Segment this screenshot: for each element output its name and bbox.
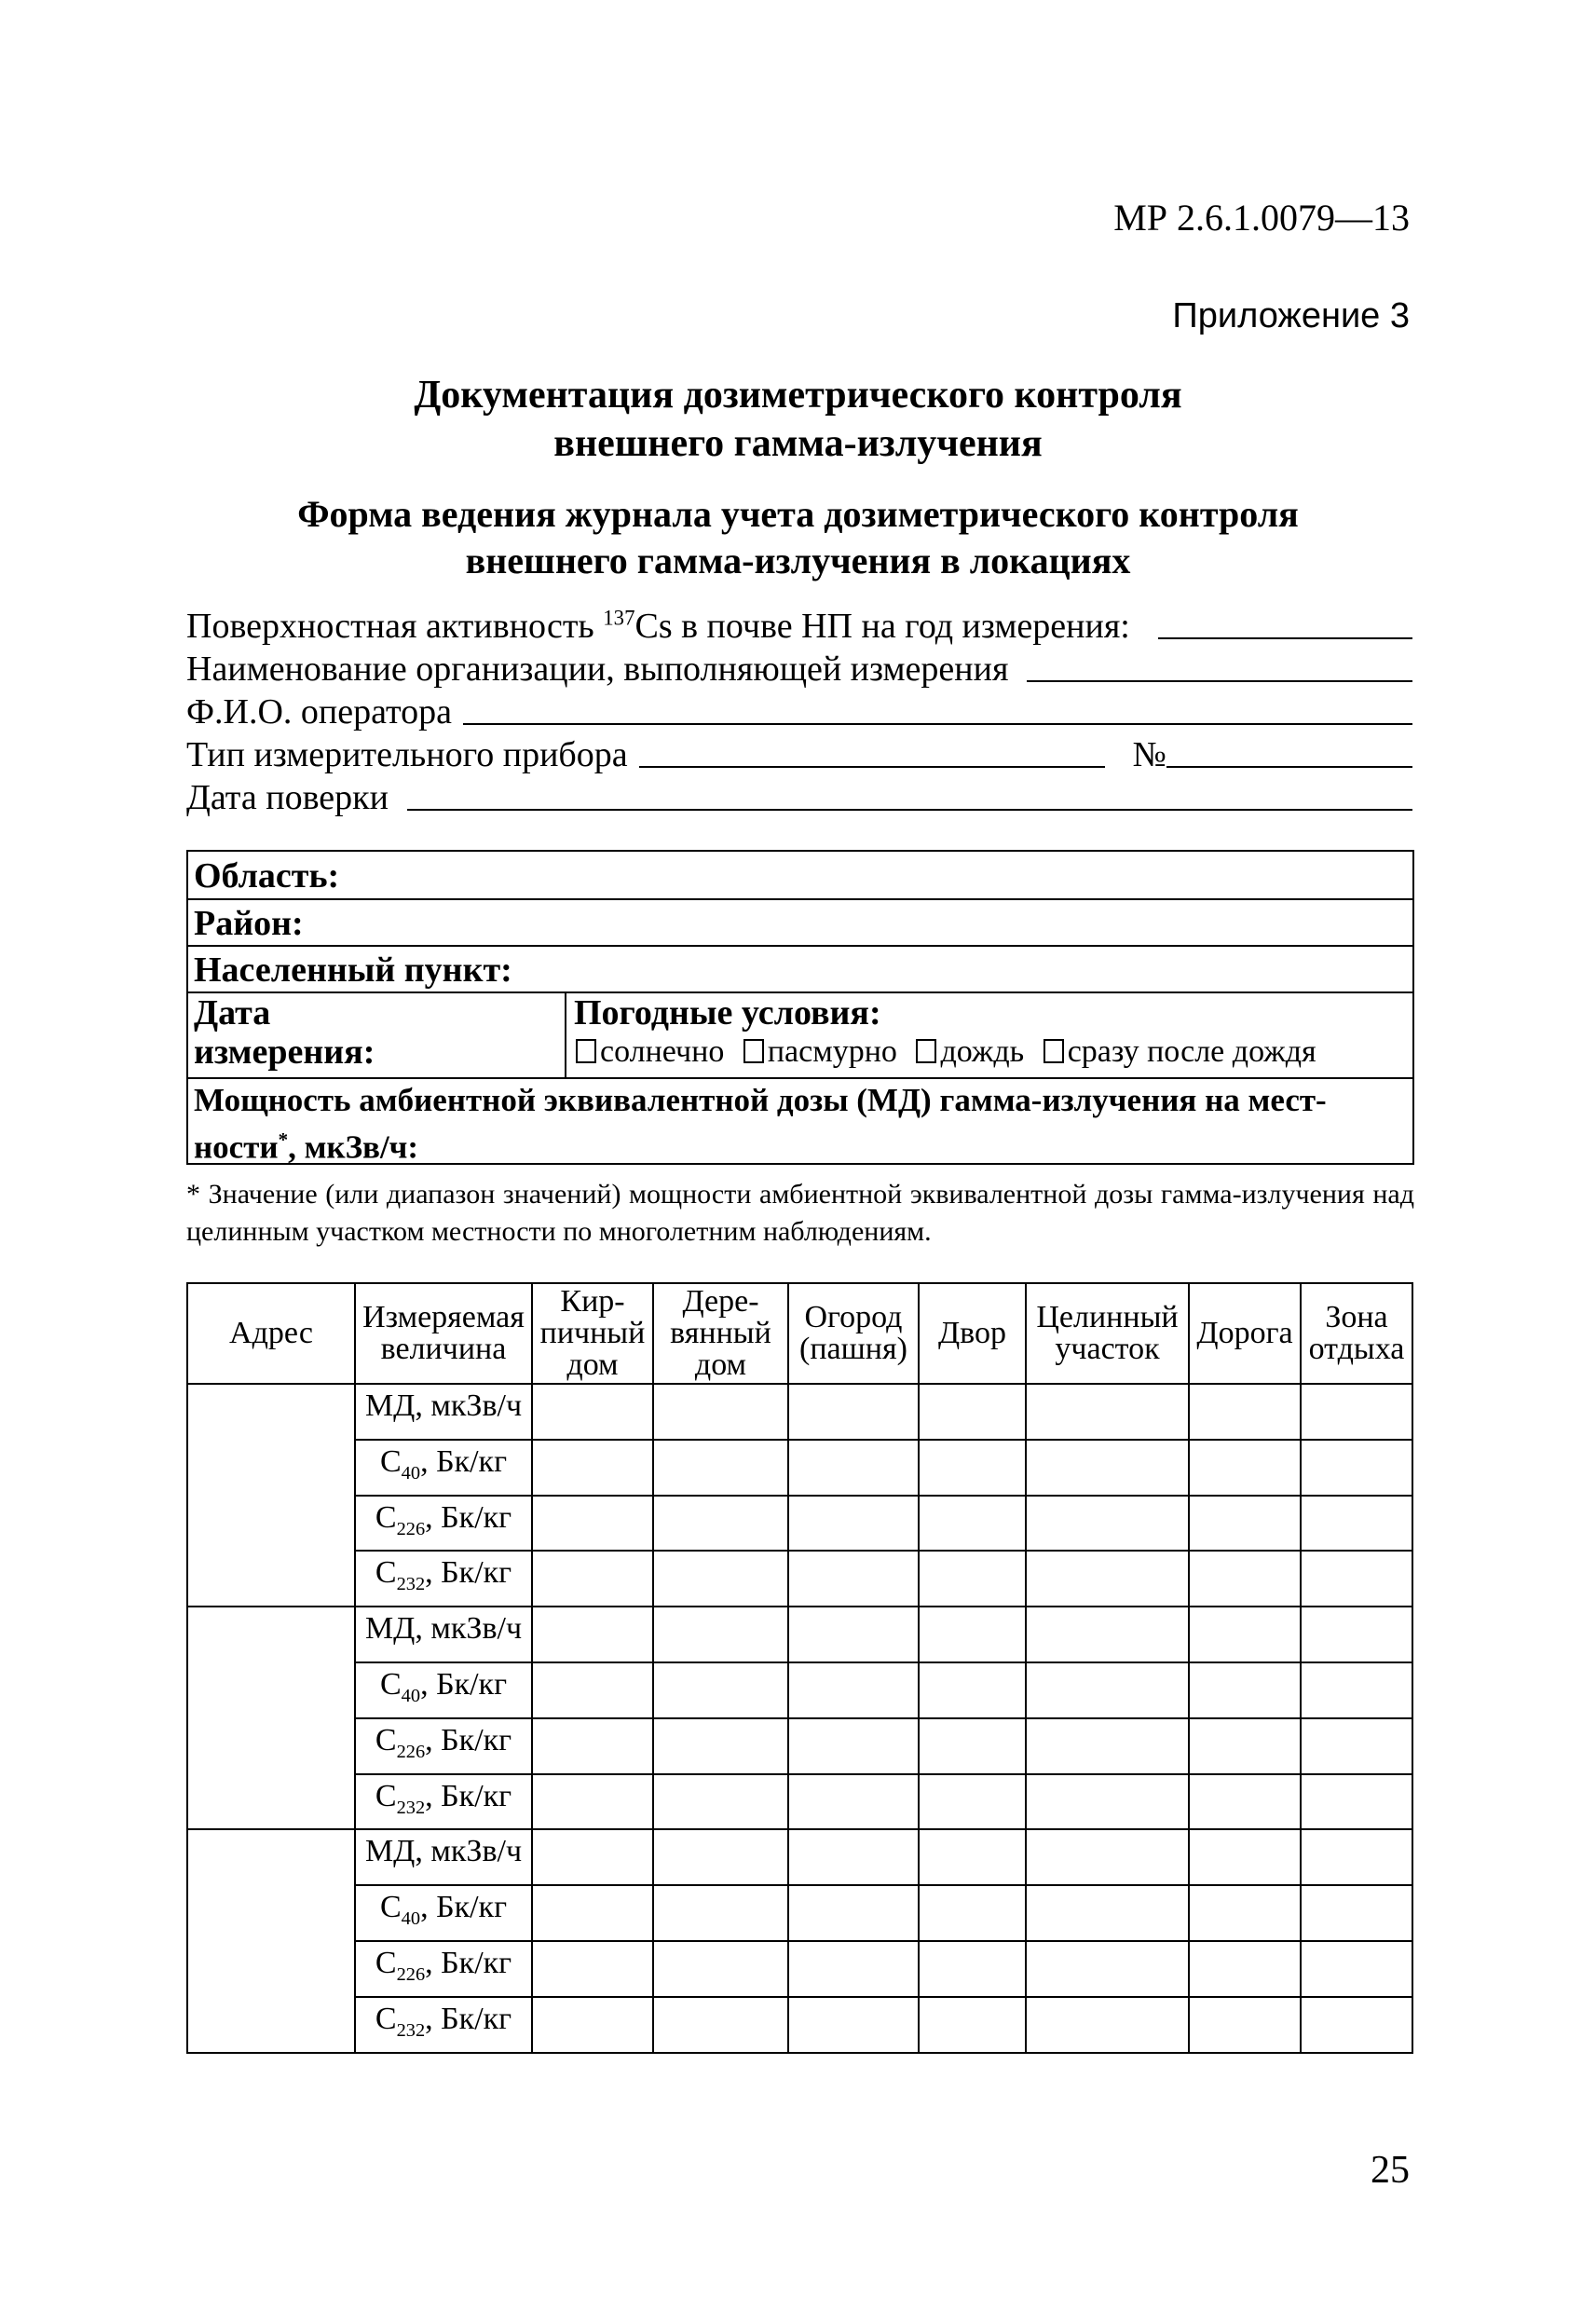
weather-cell [566, 993, 1412, 1077]
measurement-date-cell[interactable] [188, 993, 566, 1077]
settlement-row[interactable] [188, 947, 1412, 993]
value-cell[interactable] [532, 1829, 653, 1885]
value-cell[interactable] [532, 1496, 653, 1552]
value-cell[interactable] [1026, 1941, 1189, 1997]
value-cell[interactable] [788, 1662, 919, 1718]
measure-cell: $C_{226}$, Бк/кг [355, 1496, 532, 1552]
table-row [187, 1829, 1412, 1885]
measure-cell: $C_{226}$, Бк/кг [355, 1718, 532, 1774]
value-cell[interactable] [1301, 1718, 1412, 1774]
instrument-field [186, 734, 1412, 775]
date-weather-row [188, 993, 1412, 1079]
value-cell[interactable] [1189, 1941, 1301, 1997]
table-row [187, 1662, 1412, 1718]
value-cell[interactable] [532, 1662, 653, 1718]
value-cell[interactable] [1301, 1885, 1412, 1941]
table-row [187, 1941, 1412, 1997]
value-cell[interactable] [1301, 1607, 1412, 1662]
value-cell[interactable] [1026, 1774, 1189, 1830]
date-label-line-2: измерения: [194, 1032, 375, 1072]
table-header-row [187, 1283, 1412, 1384]
value-cell[interactable] [1189, 1997, 1301, 2053]
header-wooden-house: Дере-вянный дом [653, 1283, 788, 1384]
instrument-number-blank[interactable] [1166, 765, 1412, 768]
header-garden: Огород (пашня) [788, 1283, 919, 1384]
table-row [187, 1440, 1412, 1496]
value-cell[interactable] [788, 1718, 919, 1774]
table-row [187, 1551, 1412, 1607]
value-cell[interactable] [1026, 1607, 1189, 1662]
number-sign: № [1132, 735, 1166, 774]
value-cell[interactable] [1301, 1662, 1412, 1718]
value-cell[interactable] [653, 1551, 788, 1607]
value-cell[interactable] [532, 1551, 653, 1607]
value-cell[interactable] [788, 1384, 919, 1440]
measure-cell: $C_{40}$, Бк/кг [355, 1885, 532, 1941]
verification-field [186, 777, 1412, 818]
measure-cell: $C_{232}$, Бк/кг [355, 1774, 532, 1830]
value-cell[interactable] [1301, 1774, 1412, 1830]
value-cell[interactable] [1189, 1885, 1301, 1941]
value-cell[interactable] [919, 1829, 1026, 1885]
value-cell[interactable] [1189, 1774, 1301, 1830]
measure-cell: $C_{226}$, Бк/кг [355, 1941, 532, 1997]
value-cell[interactable] [1026, 1384, 1189, 1440]
table-row [187, 1774, 1412, 1830]
title-line-1: Документация дозиметрического контроля [414, 374, 1182, 417]
value-cell[interactable] [788, 1607, 919, 1662]
measure-cell: МД, мкЗв/ч [355, 1384, 532, 1440]
value-cell[interactable] [919, 1496, 1026, 1552]
measurement-table [186, 1282, 1413, 2054]
value-cell[interactable] [1301, 1496, 1412, 1552]
value-cell[interactable] [919, 1384, 1026, 1440]
value-cell[interactable] [1026, 1496, 1189, 1552]
measure-cell: $C_{40}$, Бк/кг [355, 1440, 532, 1496]
operator-label: Ф.И.О. оператора [186, 692, 452, 732]
value-cell[interactable] [919, 1718, 1026, 1774]
header-road: Дорога [1189, 1283, 1301, 1384]
weather-title: Погодные условия: [574, 993, 881, 1032]
value-cell[interactable] [1301, 1997, 1412, 2053]
value-cell[interactable] [532, 1941, 653, 1997]
value-cell[interactable] [1301, 1829, 1412, 1885]
value-cell[interactable] [1026, 1885, 1189, 1941]
organization-blank[interactable] [1027, 679, 1412, 682]
value-cell[interactable] [653, 1997, 788, 2053]
value-cell[interactable] [653, 1662, 788, 1718]
header-yard: Двор [919, 1283, 1026, 1384]
value-cell[interactable] [919, 1440, 1026, 1496]
value-cell[interactable] [919, 1997, 1026, 2053]
value-cell[interactable] [1189, 1662, 1301, 1718]
ambient-dose-row[interactable] [188, 1079, 1412, 1166]
subtitle-line-2: внешнего гамма-излучения в локациях [465, 540, 1131, 581]
value-cell[interactable] [919, 1941, 1026, 1997]
region-label: Область: [194, 856, 340, 896]
surface-activity-blank[interactable] [1158, 636, 1412, 639]
organization-label: Наименование организации, выполняющей измерения [186, 650, 1009, 689]
value-cell[interactable] [919, 1607, 1026, 1662]
weather-option-after-rain: сразу после дождя [1067, 1034, 1316, 1069]
operator-field [186, 691, 1412, 732]
value-cell[interactable] [788, 1774, 919, 1830]
footnote: * Значение (или диапазон значений) мощности амбиентной эквивалентной дозы гамма-излучения над целинным участком местности по многолетним наблюдениям. [186, 1179, 1414, 1247]
value-cell[interactable] [788, 1941, 919, 1997]
district-label: Район: [194, 904, 304, 943]
header-brick-house: Кир-пичный дом [532, 1283, 653, 1384]
table-row [187, 1496, 1412, 1552]
value-cell[interactable] [653, 1885, 788, 1941]
value-cell[interactable] [532, 1997, 653, 2053]
weather-option-rain: дождь [940, 1034, 1025, 1069]
measure-cell: $C_{232}$, Бк/кг [355, 1997, 532, 2053]
value-cell[interactable] [1301, 1440, 1412, 1496]
page-number: 25 [1371, 2149, 1410, 2192]
value-cell[interactable] [1189, 1496, 1301, 1552]
header-virgin-plot: Целинный участок [1026, 1283, 1189, 1384]
address-cell[interactable] [187, 1384, 355, 1607]
region-row[interactable] [188, 852, 1412, 900]
value-cell[interactable] [1189, 1607, 1301, 1662]
value-cell[interactable] [532, 1885, 653, 1941]
surface-activity-field [186, 606, 1412, 647]
value-cell[interactable] [788, 1496, 919, 1552]
subtitle-line-1: Форма ведения журнала учета дозиметрического контроля [297, 493, 1299, 535]
verification-label: Дата поверки [186, 778, 389, 817]
measure-cell: $C_{40}$, Бк/кг [355, 1662, 532, 1718]
verification-blank[interactable] [407, 808, 1412, 811]
value-cell[interactable] [653, 1829, 788, 1885]
title-line-2: внешнего гамма-излучения [553, 422, 1043, 465]
checkbox-rain[interactable] [916, 1039, 936, 1063]
value-cell[interactable] [532, 1384, 653, 1440]
value-cell[interactable] [653, 1440, 788, 1496]
value-cell[interactable] [788, 1885, 919, 1941]
value-cell[interactable] [1301, 1384, 1412, 1440]
header-address: Адрес [187, 1283, 355, 1384]
table-row [187, 1718, 1412, 1774]
value-cell[interactable] [532, 1607, 653, 1662]
ambient-dose-label-line-1: Мощность амбиентной эквивалентной дозы (МД) гамма-излучения на мест- [194, 1082, 1327, 1118]
document-code: МР 2.6.1.0079—13 [1113, 197, 1410, 239]
value-cell[interactable] [1189, 1440, 1301, 1496]
value-cell[interactable] [653, 1496, 788, 1552]
value-cell[interactable] [788, 1551, 919, 1607]
table-row [187, 1997, 1412, 2053]
value-cell[interactable] [1189, 1718, 1301, 1774]
value-cell[interactable] [788, 1997, 919, 2053]
value-cell[interactable] [532, 1440, 653, 1496]
value-cell[interactable] [919, 1551, 1026, 1607]
value-cell[interactable] [1026, 1718, 1189, 1774]
value-cell[interactable] [1301, 1551, 1412, 1607]
header-measured-value: Измеряемая величина [355, 1283, 532, 1384]
address-cell[interactable] [187, 1607, 355, 1829]
instrument-blank[interactable] [639, 765, 1105, 768]
value-cell[interactable] [1189, 1384, 1301, 1440]
value-cell[interactable] [1026, 1829, 1189, 1885]
measure-cell: $C_{232}$, Бк/кг [355, 1551, 532, 1607]
value-cell[interactable] [1026, 1997, 1189, 2053]
value-cell[interactable] [653, 1774, 788, 1830]
value-cell[interactable] [1026, 1440, 1189, 1496]
ambient-dose-label-line-2: ности*, мкЗв/ч: [194, 1128, 419, 1166]
value-cell[interactable] [919, 1662, 1026, 1718]
appendix-label: Приложение 3 [1172, 296, 1410, 335]
value-cell[interactable] [1026, 1662, 1189, 1718]
date-label-line-1: Дата [194, 993, 271, 1032]
surface-activity-label: Поверхностная активность $^{137}$Cs в почве НП на год измерения: [186, 606, 1130, 646]
location-info-box [186, 850, 1414, 1165]
value-cell[interactable] [532, 1774, 653, 1830]
value-cell[interactable] [653, 1718, 788, 1774]
value-cell[interactable] [788, 1440, 919, 1496]
operator-blank[interactable] [463, 722, 1412, 725]
checkbox-after-rain[interactable] [1044, 1039, 1064, 1063]
value-cell[interactable] [1026, 1551, 1189, 1607]
value-cell[interactable] [532, 1718, 653, 1774]
value-cell[interactable] [653, 1941, 788, 1997]
weather-option-cloudy: пасмурно [767, 1034, 897, 1069]
value-cell[interactable] [653, 1384, 788, 1440]
value-cell[interactable] [1189, 1829, 1301, 1885]
value-cell[interactable] [1301, 1941, 1412, 1997]
measure-cell: МД, мкЗв/ч [355, 1829, 532, 1885]
weather-option-sunny: солнечно [600, 1034, 725, 1069]
district-row[interactable] [188, 900, 1412, 947]
checkbox-cloudy[interactable] [743, 1039, 764, 1063]
header-recreation-zone: Зона отдыха [1301, 1283, 1412, 1384]
address-cell[interactable] [187, 1829, 355, 2052]
table-row [187, 1384, 1412, 1440]
weather-options [574, 1032, 1412, 1072]
checkbox-sunny[interactable] [576, 1039, 596, 1063]
instrument-label: Тип измерительного прибора [186, 735, 628, 774]
measure-cell: МД, мкЗв/ч [355, 1607, 532, 1662]
table-row [187, 1607, 1412, 1662]
value-cell[interactable] [919, 1774, 1026, 1830]
organization-field [186, 649, 1412, 690]
settlement-label: Населенный пункт: [194, 950, 512, 990]
value-cell[interactable] [788, 1829, 919, 1885]
table-row [187, 1885, 1412, 1941]
value-cell[interactable] [919, 1885, 1026, 1941]
value-cell[interactable] [653, 1607, 788, 1662]
value-cell[interactable] [1189, 1551, 1301, 1607]
